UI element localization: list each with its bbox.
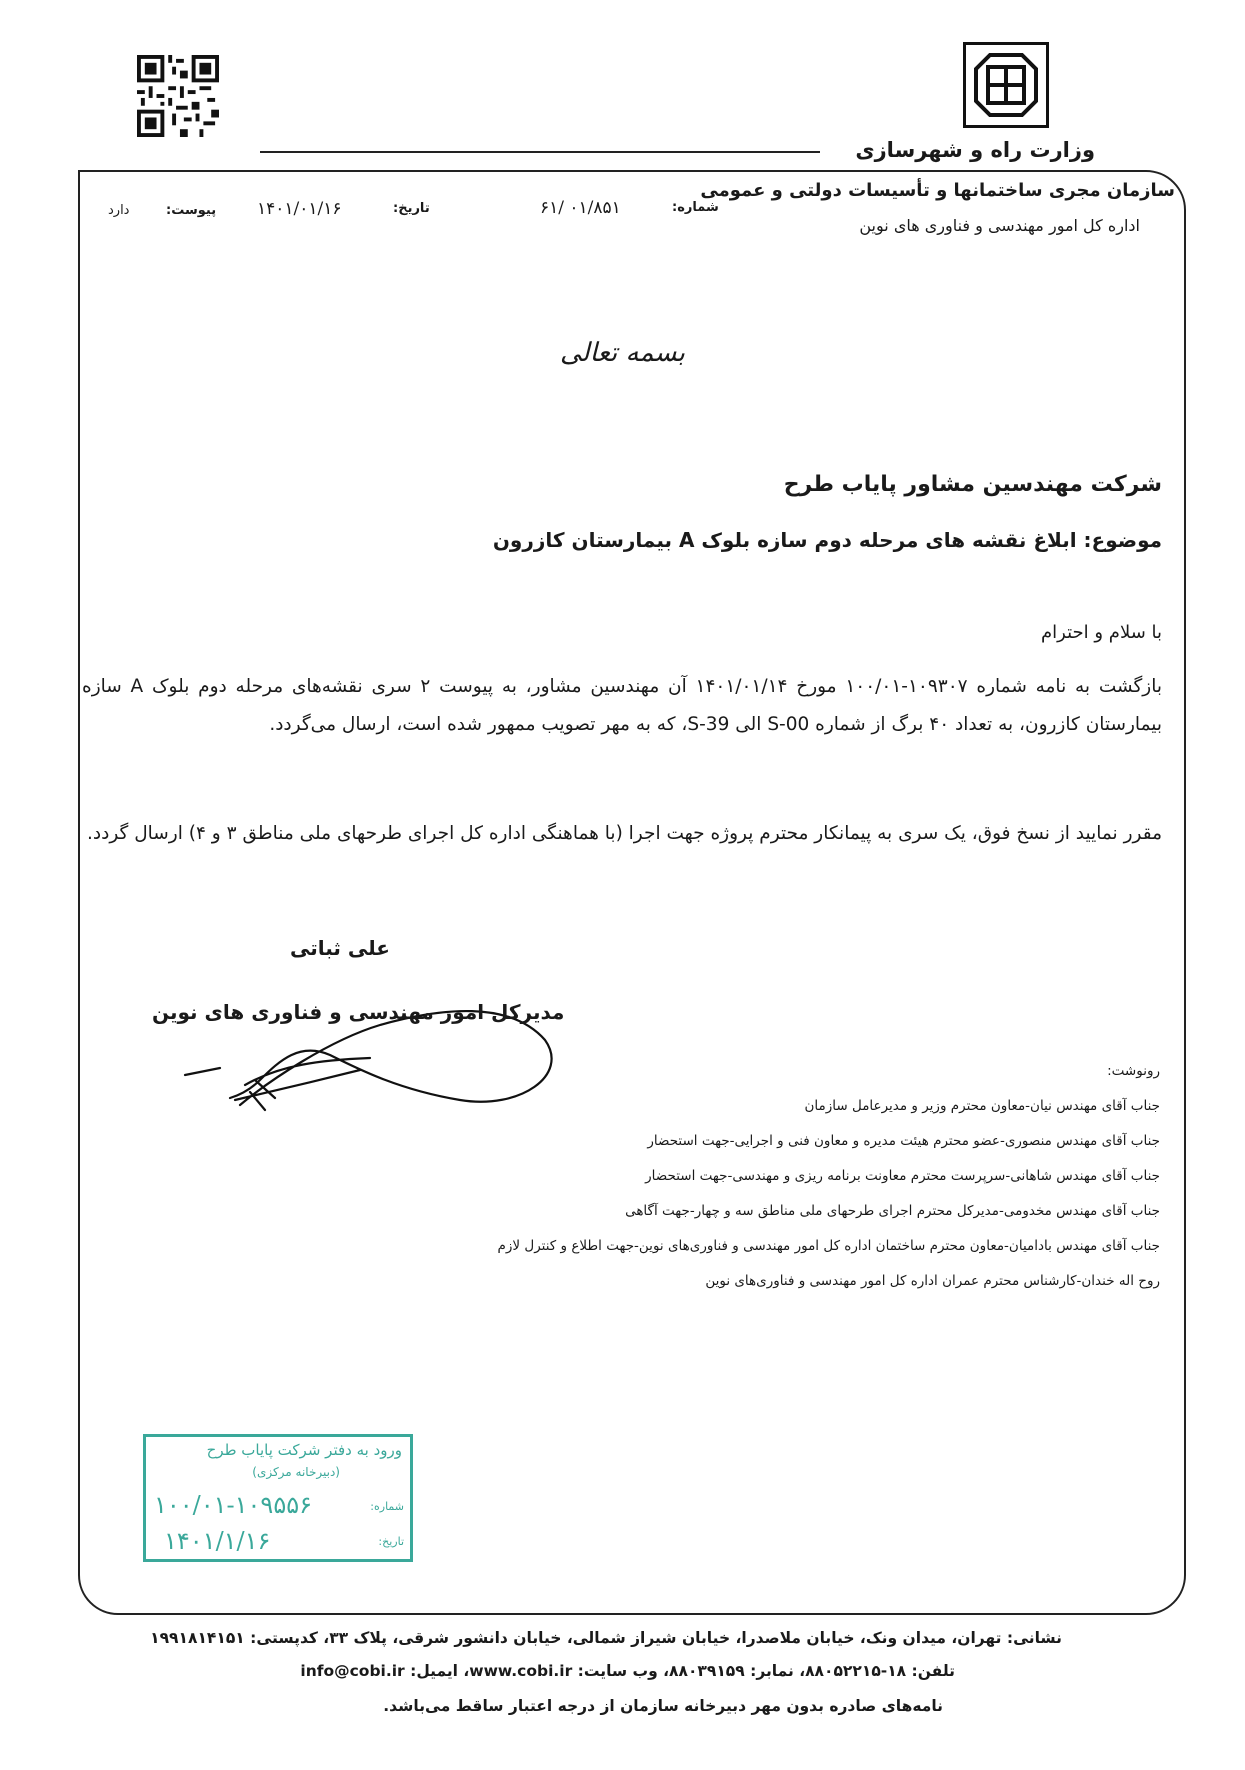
cc-line: جناب آقای مهندس شاهانی-سرپرست محترم معاونت برنامه ریزی و مهندسی-جهت استحضار xyxy=(645,1168,1160,1184)
stamp-number-label: شماره: xyxy=(370,1500,404,1513)
date-label: تاریخ: xyxy=(393,201,430,216)
cc-line: جناب آقای مهندس بادامیان-معاون محترم ساختمان اداره کل امور مهندسی و فناوری‌های نوین-جهت اطلاع و کنترل لازم xyxy=(497,1238,1160,1254)
attachment-label: پیوست: xyxy=(166,203,217,218)
attachment-value: دارد xyxy=(108,203,130,218)
ministry-title: وزارت راه و شهرسازی xyxy=(855,138,1095,162)
footer-contact: تلفن: ۱۸-۸۸۰۵۲۲۱۵، نمابر: ۸۸۰۳۹۱۵۹، وب سایت: www.cobi.ir، ایمیل: info@cobi.ir xyxy=(300,1662,955,1680)
organization-name: سازمان مجری ساختمانها و تأسیسات دولتی و عمومی xyxy=(700,180,1175,201)
stamp-subtitle: (دبیرخانه مرکزی) xyxy=(252,1465,340,1479)
subject-line: موضوع: ابلاغ نقشه های مرحله دوم سازه بلوک A بیمارستان کازرون xyxy=(492,528,1162,552)
received-stamp xyxy=(143,1434,413,1562)
stamp-date: ۱۴۰۱/۱/۱۶ xyxy=(164,1527,271,1555)
footer-address: نشانی: تهران، میدان ونک، خیابان ملاصدرا، خیابان شیراز شمالی، خیابان دانشور شرقی، پلاک ۳۳، کدپستی: ۱۹۹۱۸۱۴۱۵۱ xyxy=(150,1629,1062,1647)
cc-line: روح اله خندان-کارشناس محترم عمران اداره کل امور مهندسی و فناوری‌های نوین xyxy=(705,1273,1160,1289)
stamp-date-label: تاریخ: xyxy=(378,1535,404,1548)
stamp-number: ۱۰۰/۰۱-۱۰۹۵۵۶ xyxy=(154,1491,312,1519)
cc-line: جناب آقای مهندس منصوری-عضو محترم هیئت مدیره و معاون فنی و اجرایی-جهت استحضار xyxy=(647,1133,1160,1149)
logo-emblem-icon xyxy=(966,45,1046,125)
stamp-title: ورود به دفتر شرکت پایاب طرح xyxy=(206,1441,402,1459)
cc-line: جناب آقای مهندس نیان-معاون محترم وزیر و مدیرعامل سازمان xyxy=(804,1098,1160,1114)
body-paragraph-1: بازگشت به نامه شماره ۱۰۹۳۰۷-۱۰۰/۰۱ مورخ ۱۴۰۱/۰۱/۱۴ آن مهندسین مشاور، به پیوست ۲ سری نقشه‌های مرحله دوم بلوک A سازه بیمارستان کازرون، به تعداد ۴۰ برگ از شماره S-00 الی S-39، که به مهر تصویب ممهور شده است، ارسال می‌گردد. xyxy=(82,676,1163,735)
letter-frame xyxy=(78,170,1186,1615)
footer-validity-note: نامه‌های صادره بدون مهر دبیرخانه سازمان از درجه اعتبار ساقط می‌باشد. xyxy=(383,1697,943,1715)
number-label: شماره: xyxy=(672,200,719,215)
department-name: اداره کل امور مهندسی و فناوری های نوین xyxy=(859,216,1140,235)
letter-number: ۶۱/ ۰۱/۸۵۱ xyxy=(540,198,621,218)
letter-date: ۱۴۰۱/۰۱/۱۶ xyxy=(257,199,342,219)
cc-line: جناب آقای مهندس مخدومی-مدیرکل محترم اجرای طرحهای ملی مناطق سه و چهار-جهت آگاهی xyxy=(625,1203,1160,1219)
greeting: با سلام و احترام xyxy=(1041,622,1162,643)
header-divider xyxy=(260,151,820,153)
signer-title: مدیرکل امور مهندسی و فناوری های نوین xyxy=(152,1000,565,1024)
ministry-logo xyxy=(963,42,1049,128)
qr-code xyxy=(137,55,219,137)
signer-name: علی ثباتی xyxy=(290,936,390,960)
cc-label: رونوشت: xyxy=(1107,1063,1160,1079)
recipient: شرکت مهندسین مشاور پایاب طرح xyxy=(783,472,1162,497)
body-paragraph-2: مقرر نمایید از نسخ فوق، یک سری به پیمانکار محترم پروژه جهت اجرا (با هماهنگی اداره کل اجرای طرحهای ملی مناطق ۳ و ۴) ارسال گردد. xyxy=(86,823,1162,844)
bismillah-heading: بسمه تعالی xyxy=(560,338,685,368)
